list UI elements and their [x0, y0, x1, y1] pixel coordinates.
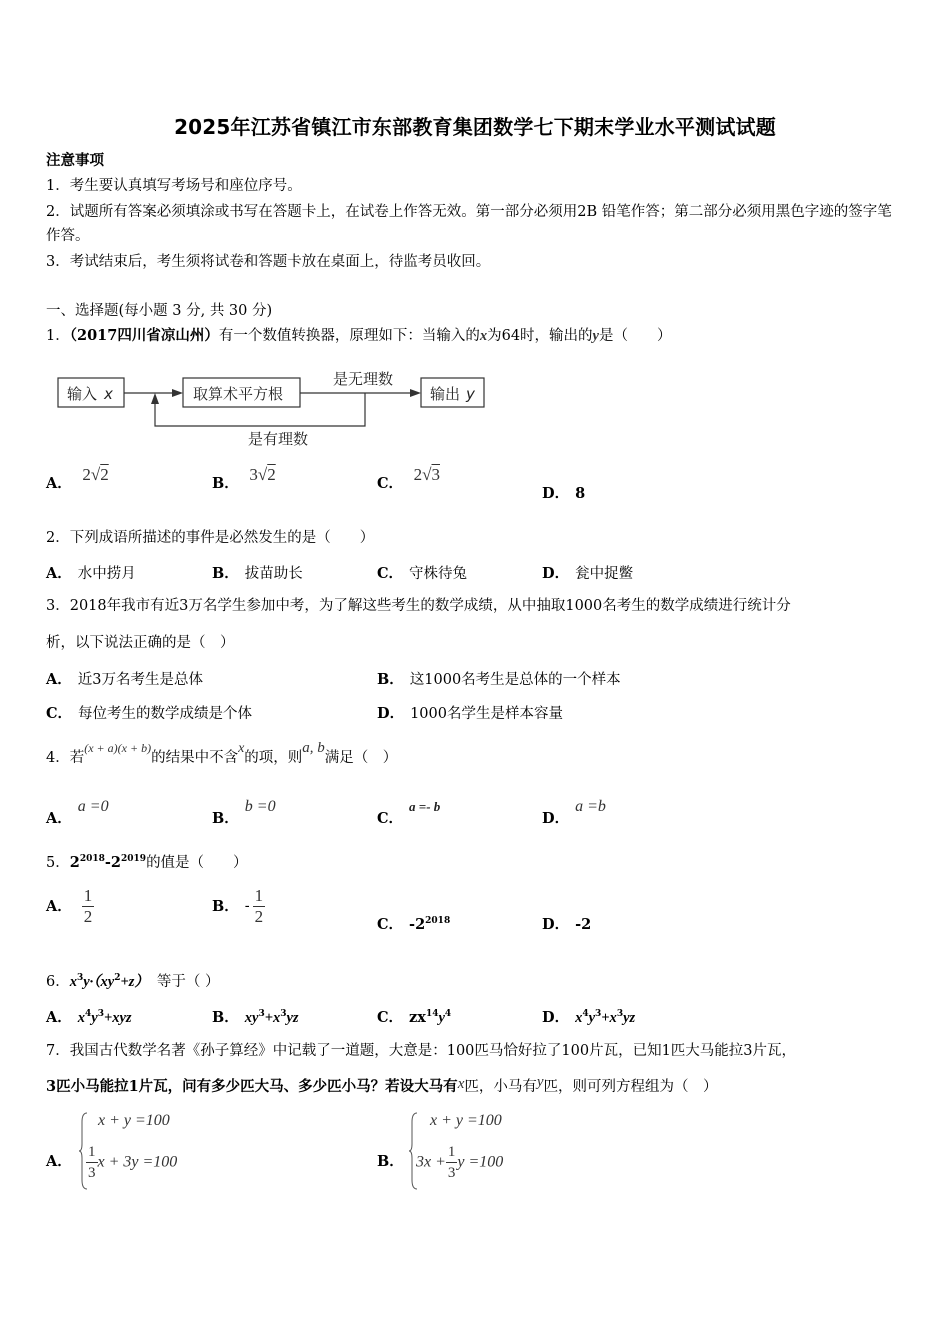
q2-option-a-text: 水中捞月: [77, 566, 136, 582]
q4-option-d[interactable]: [542, 795, 606, 827]
q1-option-b-math: 3√2: [249, 465, 276, 484]
q3-option-c-label: C．: [46, 705, 73, 722]
q7-a-num: 1: [86, 1142, 98, 1163]
q1-option-b[interactable]: [212, 465, 276, 493]
q1-text-a: 有一个数值转换器，原理如下：当输入的: [218, 328, 480, 344]
q6-option-d-label: D．: [542, 1009, 570, 1026]
q5-exp2: 2019: [121, 854, 147, 864]
q4-vars: a, b: [302, 740, 325, 756]
diagram-output-var: y: [466, 385, 475, 403]
q5-option-b-label: B．: [212, 897, 239, 915]
q1-option-d[interactable]: [542, 482, 585, 503]
q5-number: 5．: [46, 855, 70, 871]
q6-d-p0: x: [575, 1010, 583, 1026]
q5-option-d-text: -2: [575, 916, 592, 933]
q6-c-p0: zx: [409, 1009, 426, 1026]
q7-b-fraction: [446, 1142, 458, 1183]
q7-option-b-label: B．: [377, 1153, 404, 1170]
diagram-output-label: 输出: [430, 385, 461, 403]
q5-b-num: 1: [254, 886, 264, 905]
q6-a-p0: x: [77, 1010, 86, 1026]
q6-b-p4: yz: [286, 1010, 299, 1026]
q3-option-b[interactable]: [377, 668, 621, 689]
q6-b-p2: +x: [264, 1010, 281, 1026]
q3-option-a-text: 近3万名考生是总体: [77, 672, 203, 688]
q6-d-p2: y: [588, 1010, 596, 1026]
q7-b-eq2-wrap: [416, 1142, 503, 1183]
q7-var-x: x: [457, 1076, 465, 1092]
q7-b-eq2: y =100: [457, 1153, 504, 1171]
q2-option-a[interactable]: [46, 562, 136, 583]
q6-a-p4: +xyz: [103, 1010, 132, 1026]
q1-number: 1．: [46, 328, 70, 344]
q2-option-d-label: D．: [542, 565, 570, 582]
q1-option-a-math: 2√2: [82, 465, 109, 484]
q6-option-a-label: A．: [46, 1009, 72, 1026]
q4-option-d-label: D．: [542, 810, 570, 827]
q7-stem2b: 匹，小马有: [464, 1079, 537, 1095]
q4-text-c: 满足（ ）: [324, 750, 398, 766]
q7-a-eq1: x + y =100: [98, 1112, 170, 1129]
q4-option-a[interactable]: [46, 795, 109, 827]
q6-b-p0: xy: [244, 1010, 259, 1026]
diagram-irrational-label: 是无理数: [333, 370, 394, 388]
q5-option-d-label: D．: [542, 916, 570, 933]
question-4-stem: [46, 740, 398, 770]
q1-option-c-math: 2√3: [413, 465, 440, 484]
q2-option-a-label: A．: [46, 565, 72, 582]
question-2-stem: 2．下列成语所描述的事件是必然发生的是（ ）: [46, 530, 375, 546]
q7-option-a-label-wrap[interactable]: [46, 1150, 78, 1171]
q6-d-p6: yz: [623, 1010, 636, 1026]
question-6-stem: [46, 971, 220, 995]
q7-stem2a: 3匹小马能拉1片瓦，问有多少匹大马、多少匹小马？若设大马有: [46, 1078, 458, 1095]
q1-var-y: y: [592, 328, 599, 344]
q7-b-den: 3: [447, 1165, 456, 1181]
question-7-stem-line2: [46, 1076, 718, 1098]
q5-option-c[interactable]: [377, 913, 450, 934]
q5-option-a-fraction: [82, 886, 95, 927]
q5-option-c-exp: 2018: [425, 916, 451, 926]
q4-option-a-math: a =0: [77, 798, 109, 815]
q6-a-p2: y: [91, 1010, 98, 1026]
q5-option-c-text: -2: [409, 916, 426, 933]
q7-a-den: 3: [88, 1165, 96, 1181]
q7-option-b-label-wrap[interactable]: [377, 1150, 410, 1171]
q5-b-sign: -: [244, 898, 250, 915]
q1-option-b-label: B．: [212, 475, 239, 492]
q5-minus: -2: [104, 854, 121, 871]
q1-option-c-label: C．: [377, 475, 404, 492]
q6-b-p3: 3: [280, 1009, 287, 1019]
q2-option-b-label: B．: [212, 565, 239, 582]
question-3-stem-line2: 析，以下说法正确的是（ ）: [46, 635, 235, 651]
q1-source: （2017四川省凉山州）: [69, 327, 219, 344]
q7-var-y: y: [536, 1074, 544, 1090]
q3-option-d-label: D．: [377, 705, 405, 722]
q6-option-a[interactable]: [46, 1006, 132, 1027]
q4-option-c-math: a =- b: [409, 799, 441, 814]
q2-option-b-text: 拔苗助长: [244, 566, 303, 582]
q7-b-num: 1: [446, 1142, 458, 1163]
q3-option-c-text: 每位考生的数学成绩是个体: [78, 706, 253, 722]
q1-option-d-text: 8: [575, 485, 586, 502]
q4-text-b: 的项，则: [244, 750, 303, 766]
q5-a-num: 1: [83, 886, 93, 905]
q6-c-p2: y: [438, 1010, 445, 1026]
q1-b-rad: 2: [267, 465, 276, 484]
q5-option-b[interactable]: [212, 886, 265, 927]
notice-item-2: 2．试题所有答案必须填涂或书写在答题卡上，在试卷上作答无效。第一部分必须用2B 铅笔作答；第二部分必须用黑色字迹的签字笔作答。: [46, 204, 892, 244]
q3-option-a-label: A．: [46, 671, 72, 688]
diagram-process-label: 取算术平方根: [193, 385, 284, 403]
q4-expression: (x + a)(x + b): [84, 741, 152, 755]
q6-d-p3: 3: [595, 1009, 602, 1019]
q6-c-p1: 14: [425, 1009, 439, 1019]
q5-option-a[interactable]: [46, 886, 94, 927]
q7-stem2c: 匹，则可列方程组为（ ）: [543, 1079, 718, 1095]
q1-c-rad: 3: [431, 465, 440, 484]
q6-option-d[interactable]: [542, 1006, 635, 1027]
q5-a-den: 2: [83, 907, 93, 926]
q2-option-c[interactable]: [377, 562, 467, 583]
q6-option-c-label: C．: [377, 1009, 404, 1026]
q6-d-p5: 3: [616, 1009, 624, 1019]
q2-option-d-text: 瓮中捉鳖: [575, 566, 634, 582]
q2-option-b[interactable]: [212, 562, 303, 583]
q5-exp1: 2018: [79, 854, 105, 864]
q1-a-rad: 2: [100, 465, 109, 484]
q4-option-b-math: b =0: [244, 798, 276, 815]
q6-d-p4: +x: [601, 1010, 617, 1026]
q4-option-c-label: C．: [377, 810, 404, 827]
q2-option-c-label: C．: [377, 565, 404, 582]
q1-var-x: x: [479, 328, 488, 344]
diagram-input-label: 输入: [67, 385, 98, 403]
q5-option-b-fraction: [253, 886, 266, 927]
q5-base1: 2: [69, 854, 80, 871]
q2-option-d[interactable]: [542, 562, 633, 583]
q7-a-eq2: x + 3y =100: [97, 1153, 178, 1171]
q1-option-a-label: A．: [46, 475, 72, 492]
q6-tail: 等于（ ）: [156, 974, 220, 990]
q6-expr-e2: 2: [114, 973, 121, 983]
q5-option-d[interactable]: [542, 913, 591, 934]
q6-d-p1: 4: [582, 1009, 589, 1019]
q6-expr-y: y·（xy: [83, 974, 115, 990]
q7-a-eq2-wrap: [86, 1142, 177, 1183]
q6-option-b[interactable]: [212, 1006, 299, 1027]
q6-option-c[interactable]: [377, 1006, 451, 1027]
q4-option-a-label: A．: [46, 810, 72, 827]
q2-option-c-text: 守株待兔: [409, 566, 468, 582]
q3-option-d-text: 1000名学生是样本容量: [410, 706, 563, 722]
q4-text-a: 的结果中不含: [151, 750, 239, 766]
q1-a-coef: 2: [82, 465, 91, 484]
q7-b-pre: 3x +: [416, 1153, 446, 1171]
q7-option-a-label: A．: [46, 1153, 72, 1170]
q1-text-c: 是（ ）: [598, 328, 672, 344]
question-1-stem: [46, 325, 671, 347]
q3-option-d[interactable]: [377, 702, 563, 723]
q6-number: 6．: [46, 974, 70, 990]
q4-number: 4．若: [46, 750, 85, 766]
q1-option-d-label: D．: [542, 485, 570, 502]
notice-item-3: 3．考试结束后，考生须将试卷和答题卡放在桌面上，待监考员收回。: [46, 254, 491, 270]
q4-option-b[interactable]: [212, 795, 276, 827]
q7-b-eq1: x + y =100: [430, 1112, 502, 1129]
q5-option-a-label: A．: [46, 897, 72, 915]
q6-expr-x: x: [69, 974, 77, 990]
q4-option-b-label: B．: [212, 810, 239, 827]
q5-b-den: 2: [254, 907, 264, 926]
q5-tail: 的值是（ ）: [146, 855, 248, 871]
question-3-stem-line1: 3．2018年我市有近3万名学生参加中考，为了解这些考生的数学成绩，从中抽取1000名考生的数学成绩进行统计分: [46, 598, 791, 614]
diagram-input-var: x: [104, 385, 113, 403]
q6-b-p1: 3: [258, 1009, 265, 1019]
section-heading: 一、选择题(每小题 3 分, 共 30 分): [46, 303, 273, 319]
q4-option-d-math: a =b: [575, 798, 606, 815]
q3-option-c[interactable]: [46, 702, 252, 723]
question-7-stem-line1: 7．我国古代数学名著《孙子算经》中记载了一道题，大意是：100匹马恰好拉了100片瓦，已知1匹大马能拉3片瓦，: [46, 1043, 797, 1059]
q6-a-p3: 3: [97, 1009, 104, 1019]
q4-option-c[interactable]: [377, 795, 441, 827]
q1-converter-diagram: [50, 362, 500, 454]
q1-c-coef: 2: [413, 465, 423, 484]
q6-expr-z: +z）: [120, 974, 149, 990]
page-title: 2025年江苏省镇江市东部教育集团数学七下期末学业水平测试试题: [174, 115, 776, 139]
q3-option-b-text: 这1000名考生是总体的一个样本: [409, 672, 621, 688]
notice-item-1: 1．考生要认真填写考场号和座位序号。: [46, 178, 302, 194]
notice-heading: 注意事项: [46, 152, 104, 169]
q5-option-c-label: C．: [377, 916, 404, 933]
q6-option-b-label: B．: [212, 1009, 239, 1026]
q1-option-c[interactable]: [377, 465, 440, 493]
q1-text-b: 为64时，输出的: [487, 328, 593, 344]
q7-a-fraction: [86, 1142, 98, 1183]
question-5-stem: [46, 852, 248, 876]
q6-c-p3: 4: [444, 1009, 452, 1019]
q1-b-coef: 3: [249, 465, 258, 484]
q1-option-a[interactable]: [46, 465, 109, 493]
q6-a-p1: 4: [85, 1009, 92, 1019]
q4-var-x: x: [238, 741, 245, 756]
q6-expr-e1: 3: [76, 973, 84, 983]
q3-option-a[interactable]: [46, 668, 203, 689]
q3-option-b-label: B．: [377, 671, 404, 688]
diagram-rational-label: 是有理数: [248, 430, 309, 448]
